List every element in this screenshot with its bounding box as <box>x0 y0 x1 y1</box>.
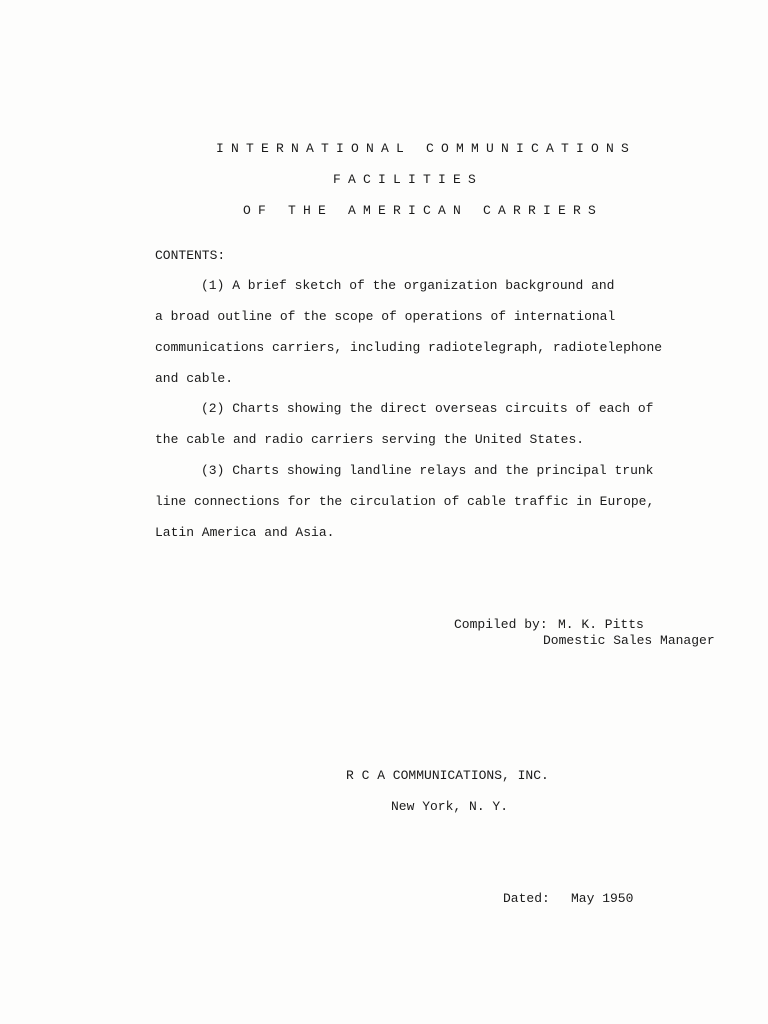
compiler-name: M. K. Pitts <box>558 617 644 632</box>
contents-line: line connections for the circulation of cable traffic in Europe, <box>155 494 655 509</box>
contents-line: a broad outline of the scope of operations of international <box>155 309 616 324</box>
title-line-3: OF THE AMERICAN CARRIERS <box>243 203 604 218</box>
contents-line: communications carriers, including radiotelegraph, radiotelephone <box>155 340 663 355</box>
dated-label: Dated: <box>503 891 550 906</box>
company-city: New York, N. Y. <box>391 799 509 814</box>
contents-line: (3) Charts showing landline relays and the principal trunk <box>201 463 654 478</box>
contents-line: (2) Charts showing the direct overseas circuits of each of <box>201 401 654 416</box>
contents-line: (1) A brief sketch of the organization background and <box>201 278 615 293</box>
contents-line: the cable and radio carriers serving the United States. <box>155 432 585 447</box>
title-line-2: FACILITIES <box>333 172 484 187</box>
title-line-1: INTERNATIONAL COMMUNICATIONS <box>216 141 637 156</box>
compiled-by-label: Compiled by: <box>454 617 548 632</box>
contents-label: CONTENTS: <box>155 248 226 263</box>
company-name: R C A COMMUNICATIONS, INC. <box>346 768 549 783</box>
contents-line: Latin America and Asia. <box>155 525 335 540</box>
dated-value: May 1950 <box>571 891 634 906</box>
compiler-role: Domestic Sales Manager <box>543 633 715 648</box>
contents-line: and cable. <box>155 371 234 386</box>
